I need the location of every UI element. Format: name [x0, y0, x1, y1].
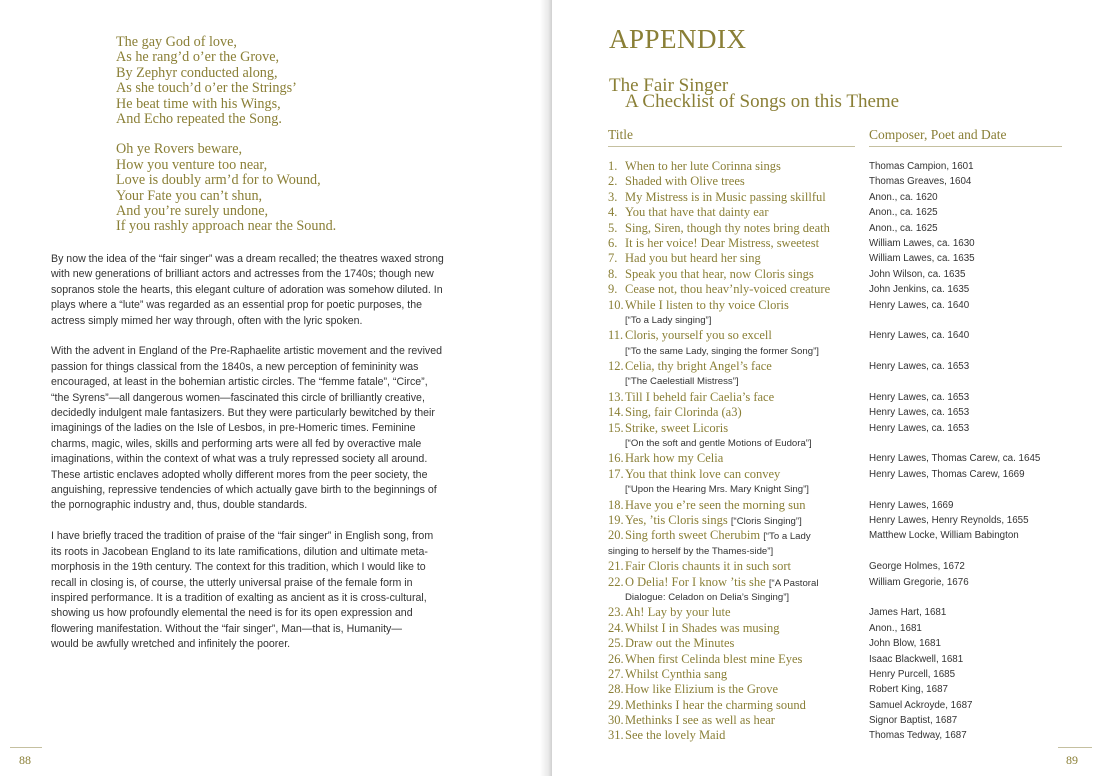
column-header-title: Title: [608, 127, 634, 142]
song-title: [625, 559, 791, 574]
song-composer: William Lawes, ca. 1630: [869, 237, 975, 249]
poem-stanza: [116, 142, 336, 234]
song-title-text: It is her voice! Dear Mistress, sweetest: [625, 235, 820, 250]
song-subtitle: [“On the soft and gentle Motions of Eudora”]: [625, 438, 812, 450]
song-title: [625, 652, 802, 667]
song-title: [625, 236, 819, 251]
song-title: [625, 451, 723, 466]
song-composer: Anon., ca. 1625: [869, 222, 938, 234]
song-row: [608, 636, 1068, 651]
poem-line: Your Fate you can’t shun,: [116, 187, 263, 204]
poem-line: As he rang’d o’er the Grove,: [116, 49, 280, 66]
song-title: [625, 498, 806, 513]
song-title: [625, 267, 814, 282]
song-number: 20.: [608, 528, 624, 543]
paragraph-line: morphosis in the 19th century. The context for this tradition, which I would like to: [51, 561, 426, 574]
song-title-text: When to her lute Corinna sings: [625, 159, 781, 173]
song-title: [625, 221, 830, 236]
song-title: [625, 621, 780, 636]
page-number-right: 89: [1066, 753, 1078, 767]
song-composer: Henry Lawes, ca. 1640: [869, 299, 970, 311]
paragraph-line: “the Syrens”—all dangerous women—fascinated this circle of brilliantly creative,: [51, 391, 425, 404]
song-number: 19.: [608, 512, 624, 527]
song-composer: John Wilson, ca. 1635: [869, 268, 966, 280]
song-row: [608, 221, 1068, 236]
song-subtitle: singing to herself by the Thames-side”]: [608, 545, 774, 557]
paragraph-line: the pornographic industry and, thus, double standards.: [51, 499, 308, 512]
song-subtitle-row: [608, 374, 1068, 389]
column-rule-title: [608, 146, 855, 147]
song-title: [625, 159, 781, 174]
song-title-text: Sing forth sweet Cherubim: [625, 528, 761, 543]
song-title-text: O Delia! For I know ’tis she: [625, 574, 766, 589]
song-row: [608, 190, 1068, 205]
song-title: [625, 390, 774, 405]
song-row: [608, 498, 1068, 513]
poem-line: Oh ye Rovers beware,: [116, 141, 243, 158]
paragraph-line: flowering manifestation. Without the “fair singer”, Man—that is, Humanity—: [51, 622, 402, 635]
song-number: 29.: [608, 697, 624, 712]
song-title-text: Strike, sweet Licoris: [625, 420, 729, 435]
song-number: 8.: [608, 266, 618, 281]
song-composer: Samuel Ackroyde, 1687: [869, 699, 973, 711]
song-row: [608, 267, 1068, 282]
song-composer: Henry Lawes, ca. 1640: [869, 330, 970, 342]
song-row: [608, 559, 1068, 574]
song-row: [608, 236, 1068, 251]
song-subtitle-row: [608, 590, 1068, 605]
song-row: [608, 621, 1068, 636]
poem-line: How you venture too near,: [116, 156, 268, 173]
song-row: [608, 251, 1068, 266]
song-composer: Henry Lawes, Henry Reynolds, 1655: [869, 514, 1029, 526]
song-title-text: You that have that dainty ear: [625, 205, 769, 220]
paragraph-line: recall in closing is, of course, the utterly universal praise of the female form in: [51, 576, 413, 589]
song-number: 2.: [608, 174, 618, 189]
song-composer: Signor Baptist, 1687: [869, 715, 958, 727]
song-title-text: Methinks I hear the charming sound: [625, 697, 806, 712]
song-subtitle: [“To a Lady singing”]: [625, 314, 712, 326]
song-subtitle-row: [608, 344, 1068, 359]
paragraph-line: With the advent in England of the Pre-Raphaelite artistic movement and the revived: [51, 345, 443, 358]
song-title-text: Had you but heard her sing: [625, 251, 761, 266]
song-row: [608, 174, 1068, 189]
song-row: [608, 390, 1068, 405]
song-subtitle: [“The Caelestiall Mistress”]: [625, 376, 739, 388]
song-title: [625, 190, 826, 205]
subtitle-line-2: A Checklist of Songs on this Theme: [625, 91, 900, 112]
subtitle-line-1: The Fair Singer: [609, 75, 729, 96]
song-composer: James Hart, 1681: [869, 607, 947, 619]
paragraph-line: its roots in Jacobean England to its late ramifications, dilution and ultimate meta-: [51, 545, 428, 558]
paragraph-line: encouraged, at least in the bohemian artistic circles. The “femme fatale”, “Circe”,: [51, 376, 428, 389]
song-composer: Thomas Tedway, 1687: [869, 730, 967, 742]
song-title: [625, 282, 830, 297]
song-row: [608, 205, 1068, 220]
poem-line: And Echo repeated the Song.: [116, 111, 282, 128]
song-row: [608, 528, 1068, 543]
song-composer: Anon., 1681: [869, 622, 922, 634]
song-composer: William Lawes, ca. 1635: [869, 253, 975, 265]
song-note: [“To a Lady: [763, 531, 811, 543]
left-page: [0, 0, 548, 776]
song-number: 1.: [608, 159, 618, 173]
song-composer: Henry Lawes, ca. 1653: [869, 391, 970, 403]
song-number: 13.: [608, 389, 624, 404]
song-title: [625, 359, 772, 374]
song-title: [625, 298, 789, 313]
song-row: [608, 451, 1068, 466]
song-title-text: Sing, Siren, though thy notes bring death: [625, 220, 830, 235]
poem-line: Love is doubly arm’d for to Wound,: [116, 172, 321, 189]
song-number: 17.: [608, 466, 624, 481]
song-composer: Henry Lawes, Thomas Carew, ca. 1645: [869, 453, 1041, 465]
song-row: [608, 575, 1068, 590]
song-title: [625, 575, 818, 591]
song-number: 16.: [608, 451, 624, 466]
paragraph-line: decidedly indulgent male fantasizers. But they were particularly bewitched by their: [51, 407, 435, 420]
paragraph-line: would be awfully wretched and infinitely the poorer.: [51, 638, 291, 651]
song-composer: Henry Lawes, ca. 1653: [869, 422, 970, 434]
song-number: 21.: [608, 559, 624, 574]
song-title-text: Yes, ’tis Cloris sings: [625, 512, 728, 527]
song-title-text: Draw out the Minutes: [625, 636, 735, 651]
song-subtitle: [“Upon the Hearing Mrs. Mary Knight Sing”]: [625, 484, 809, 496]
song-title: [625, 174, 745, 189]
paragraph-line: charms, magic, wiles, skills and performing arts were all fed by overactive male: [51, 437, 422, 450]
song-title-text: Fair Cloris chaunts it in such sort: [625, 559, 791, 574]
song-subtitle: Dialogue: Celadon on Delia’s Singing”]: [625, 591, 790, 603]
song-number: 5.: [608, 220, 618, 235]
song-title-text: How like Elizium is the Grove: [625, 682, 779, 697]
song-composer: Isaac Blackwell, 1681: [869, 653, 964, 665]
song-row: [608, 282, 1068, 297]
song-title-text: Speak you that hear, now Cloris sings: [625, 266, 814, 281]
song-title: [625, 698, 806, 713]
folio-rule: [10, 747, 42, 748]
poem-line: And you’re surely undone,: [116, 203, 269, 220]
song-subtitle: [“To the same Lady, singing the former Song”]: [625, 345, 819, 357]
column-rule-composer: [869, 146, 1062, 147]
checklist-subtitle: [609, 75, 900, 112]
song-title-text: Methinks I see as well as hear: [625, 713, 775, 728]
song-title: [625, 713, 775, 728]
song-title: [625, 682, 778, 697]
song-title-text: Whilst I in Shades was musing: [625, 620, 780, 635]
song-subtitle-row: [608, 313, 1068, 328]
song-title-text: Sing, fair Clorinda (a3): [625, 405, 742, 420]
song-composer: Matthew Locke, William Babington: [869, 530, 1019, 542]
song-subtitle-row: [608, 436, 1068, 451]
song-title-text: Have you e’re seen the morning sun: [625, 497, 806, 512]
song-checklist: [608, 159, 1068, 744]
song-title-text: Shaded with Olive trees: [625, 174, 745, 189]
song-number: 23.: [608, 605, 624, 620]
poem-line: By Zephyr conducted along,: [116, 64, 278, 81]
song-number: 6.: [608, 235, 618, 250]
paragraph-line: plays where a “lute” was regarded as an essential prop for poetic purposes, the: [51, 299, 422, 312]
paragraph-line: showing us how profoundly elemental the need is for its open expression and: [51, 607, 413, 620]
poem-stanza: [116, 35, 336, 127]
paragraph-line: passion for things classical from the 1840s, a new perception of femininity was: [51, 360, 419, 373]
poem-line: The gay God of love,: [116, 34, 237, 50]
song-row: [608, 728, 1068, 743]
song-composer: Henry Lawes, 1669: [869, 499, 954, 511]
song-title: [625, 528, 811, 544]
paragraph-line: I have briefly traced the tradition of praise of the “fair singer” in English song, from: [51, 530, 434, 543]
song-composer: Thomas Greaves, 1604: [869, 176, 972, 188]
song-number: 24.: [608, 620, 624, 635]
song-number: 14.: [608, 405, 624, 420]
paragraph-line: actress simply mimed her way through, often with the lyric spoken.: [51, 314, 363, 327]
song-composer: Thomas Campion, 1601: [869, 161, 974, 172]
song-title: [625, 421, 728, 436]
song-row: [608, 652, 1068, 667]
song-number: 7.: [608, 251, 618, 266]
song-number: 30.: [608, 713, 624, 728]
song-number: 10.: [608, 297, 624, 312]
song-title: [625, 251, 761, 266]
song-row: [608, 698, 1068, 713]
song-number: 27.: [608, 666, 624, 681]
song-number: 31.: [608, 728, 624, 743]
song-number: 15.: [608, 420, 624, 435]
song-composer: John Blow, 1681: [869, 638, 941, 650]
page-number-left: 88: [19, 753, 31, 767]
song-title-text: Till I beheld fair Caelia’s face: [625, 389, 775, 404]
song-number: 22.: [608, 574, 624, 589]
song-title-text: Cease not, thou heav’nly-voiced creature: [625, 282, 831, 297]
paragraph-line: imaginations, within the context of what was a truly repressed society all around.: [51, 453, 428, 466]
song-composer: George Holmes, 1672: [869, 561, 965, 573]
song-number: 11.: [608, 328, 624, 343]
right-page: [552, 0, 1100, 776]
song-title: [625, 667, 727, 682]
song-title: [625, 636, 734, 651]
paragraph-line: inspired performance. It is a tradition of exalting as ancient as it is cross-cultural,: [51, 591, 427, 604]
song-number: 12.: [608, 359, 624, 374]
song-row: [608, 682, 1068, 697]
paragraph: [51, 344, 496, 513]
paragraph-line: These artistic enclaves adopted wholly different mores from the peer society, the: [51, 468, 428, 481]
song-composer: Henry Lawes, Thomas Carew, 1669: [869, 468, 1025, 480]
poem: [116, 35, 336, 250]
song-title: [625, 328, 772, 343]
song-subtitle-row: [608, 544, 1068, 559]
folio-rule: [1058, 747, 1092, 748]
song-row: [608, 421, 1068, 436]
song-title: [625, 728, 725, 743]
poem-line: He beat time with his Wings,: [116, 95, 281, 112]
song-title: [625, 605, 731, 620]
song-row: [608, 328, 1068, 343]
song-composer: Henry Purcell, 1685: [869, 668, 956, 680]
song-composer: Henry Lawes, ca. 1653: [869, 407, 970, 419]
song-note: [“Cloris Singing”]: [730, 515, 802, 527]
column-header-composer: Composer, Poet and Date: [869, 127, 1007, 142]
song-row: [608, 513, 1068, 528]
paragraph-line: By now the idea of the “fair singer” was a dream recalled; the theatres waxed strong: [51, 253, 444, 265]
song-title: [625, 205, 769, 220]
song-title-text: My Mistress is in Music passing skillful: [625, 189, 826, 204]
song-composer: Anon., ca. 1620: [869, 191, 938, 203]
song-row: [608, 467, 1068, 482]
song-row: [608, 159, 1068, 174]
song-title: [625, 467, 780, 482]
poem-line: As she touch’d o’er the Strings’: [116, 80, 297, 97]
song-composer: John Jenkins, ca. 1635: [869, 284, 970, 296]
song-number: 4.: [608, 205, 618, 220]
song-composer: Robert King, 1687: [869, 684, 948, 696]
song-title-text: While I listen to thy voice Cloris: [625, 297, 789, 312]
song-title: [625, 405, 742, 420]
paragraph-line: with new generations of brilliant actors and actresses from the 1740s; though new: [51, 268, 434, 281]
song-row: [608, 667, 1068, 682]
song-number: 28.: [608, 682, 624, 697]
song-number: 25.: [608, 636, 624, 651]
song-title-text: Hark how my Celia: [625, 451, 724, 466]
song-number: 9.: [608, 282, 618, 297]
song-number: 18.: [608, 497, 624, 512]
song-title-text: Cloris, yourself you so excell: [625, 328, 772, 343]
song-title-text: Whilst Cynthia sang: [625, 666, 728, 681]
song-row: [608, 298, 1068, 313]
paragraph-line: sopranos stole the hearts, this elegant culture of adoration was somehow diluted. In: [51, 283, 443, 296]
song-row: [608, 605, 1068, 620]
song-note: [“A Pastoral: [768, 577, 819, 589]
song-row: [608, 359, 1068, 374]
paragraph-line: imaginings of the ladies on the Isle of Lesbos, in pre-Homeric times. Feminine: [51, 422, 416, 435]
song-title-text: When first Celinda blest mine Eyes: [625, 651, 803, 666]
poem-line: If you rashly approach near the Sound.: [116, 218, 337, 235]
song-number: 3.: [608, 189, 618, 204]
paragraph: [51, 252, 496, 329]
song-title-text: You that think love can convey: [625, 466, 781, 481]
song-title-text: Celia, thy bright Angel’s face: [625, 359, 772, 374]
paragraph: [51, 529, 496, 652]
song-title-text: Ah! Lay by your lute: [625, 605, 731, 620]
song-title: [625, 513, 802, 529]
paragraph-line: anguishing, repressive tendencies of which actually gave birth to the beginnings of: [51, 484, 437, 497]
song-composer: Anon., ca. 1625: [869, 207, 938, 219]
appendix-heading: APPENDIX: [609, 24, 747, 54]
song-subtitle-row: [608, 482, 1068, 497]
essay-text: [51, 252, 496, 668]
song-number: 26.: [608, 651, 624, 666]
song-row: [608, 713, 1068, 728]
song-row: [608, 405, 1068, 420]
song-title-text: See the lovely Maid: [625, 728, 726, 743]
song-composer: William Gregorie, 1676: [869, 576, 969, 588]
song-composer: Henry Lawes, ca. 1653: [869, 361, 970, 373]
